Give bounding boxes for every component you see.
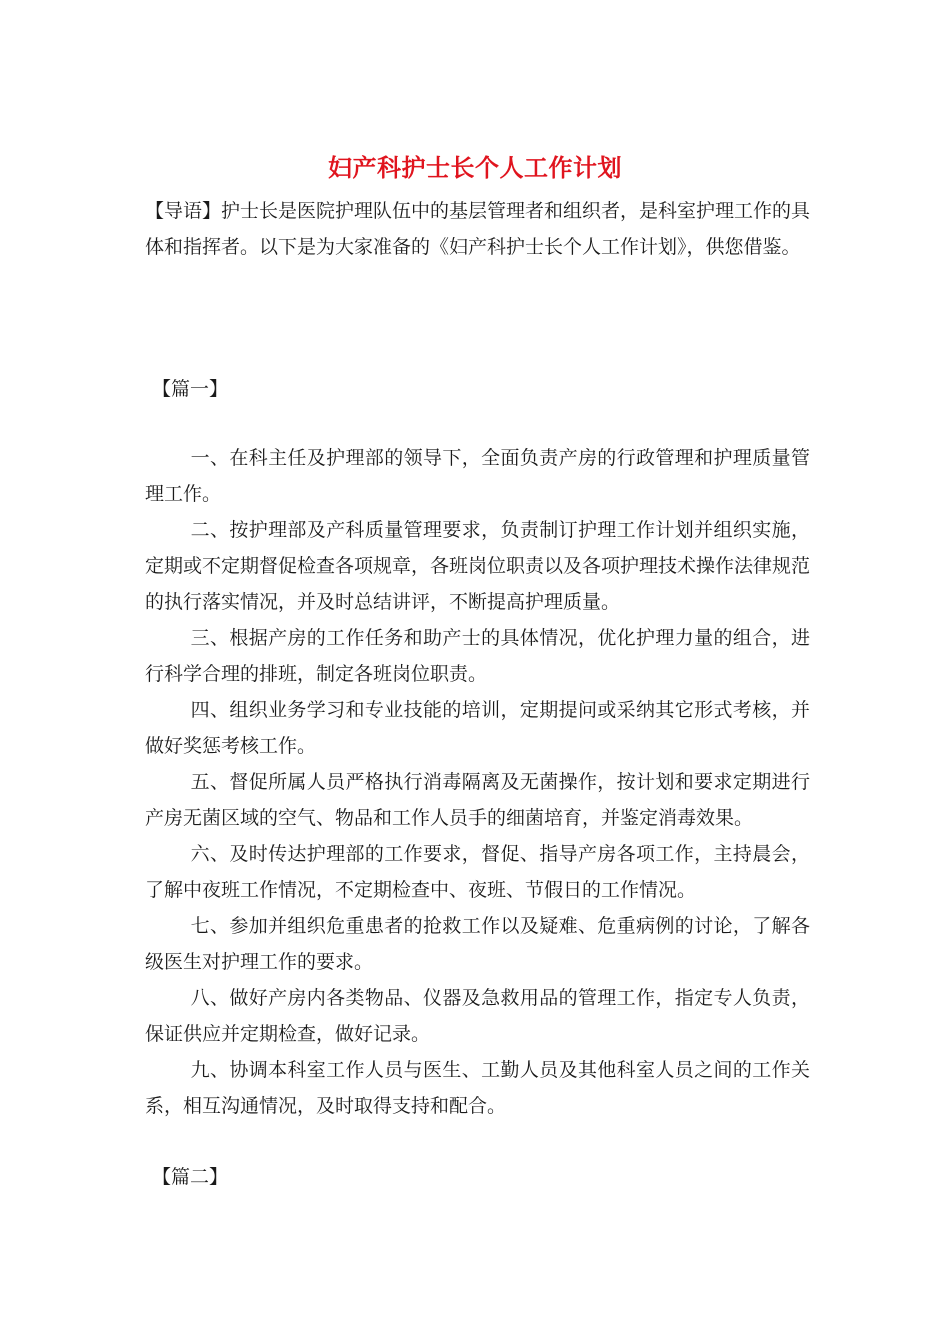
- list-item: 四、组织业务学习和专业技能的培训，定期提问或采纳其它形式考核，并做好奖惩考核工作。: [145, 699, 810, 757]
- item-list: [145, 440, 810, 1124]
- list-item: 五、督促所属人员严格执行消毒隔离及无菌操作，按计划和要求定期进行产房无菌区域的空气、物品和工作人员手的细菌培育，并鉴定消毒效果。: [145, 771, 810, 829]
- list-item: 一、在科主任及护理部的领导下，全面负责产房的行政管理和护理质量管理工作。: [145, 447, 810, 505]
- list-item: 二、按护理部及产科质量管理要求，负责制订护理工作计划并组织实施，定期或不定期督促检查各项规章，各班岗位职责以及各项护理技术操作法律规范的执行落实情况，并及时总结讲评，不断提高护理质量。: [145, 519, 811, 613]
- list-item: 七、参加并组织危重患者的抢救工作以及疑难、危重病例的讨论，了解各级医生对护理工作的要求。: [145, 915, 810, 973]
- document-title: 妇产科护士长个人工作计划: [328, 153, 622, 182]
- list-item: 六、及时传达护理部的工作要求，督促、指导产房各项工作，主持晨会，了解中夜班工作情况，不定期检查中、夜班、节假日的工作情况。: [145, 843, 810, 901]
- section-heading-2: 【篇二】: [152, 1166, 229, 1188]
- intro-paragraph: 【导语】护士长是医院护理队伍中的基层管理者和组织者，是科室护理工作的具体和指挥者。以下是为大家准备的《妇产科护士长个人工作计划》，供您借鉴。: [145, 200, 811, 258]
- section-heading-1: 【篇一】: [152, 378, 229, 400]
- list-item: 三、根据产房的工作任务和助产士的具体情况，优化护理力量的组合，进行科学合理的排班，制定各班岗位职责。: [145, 627, 810, 685]
- list-item: 九、协调本科室工作人员与医生、工勤人员及其他科室人员之间的工作关系，相互沟通情况，及时取得支持和配合。: [145, 1059, 810, 1117]
- list-item: 八、做好产房内各类物品、仪器及急救用品的管理工作，指定专人负责，保证供应并定期检查，做好记录。: [145, 987, 810, 1045]
